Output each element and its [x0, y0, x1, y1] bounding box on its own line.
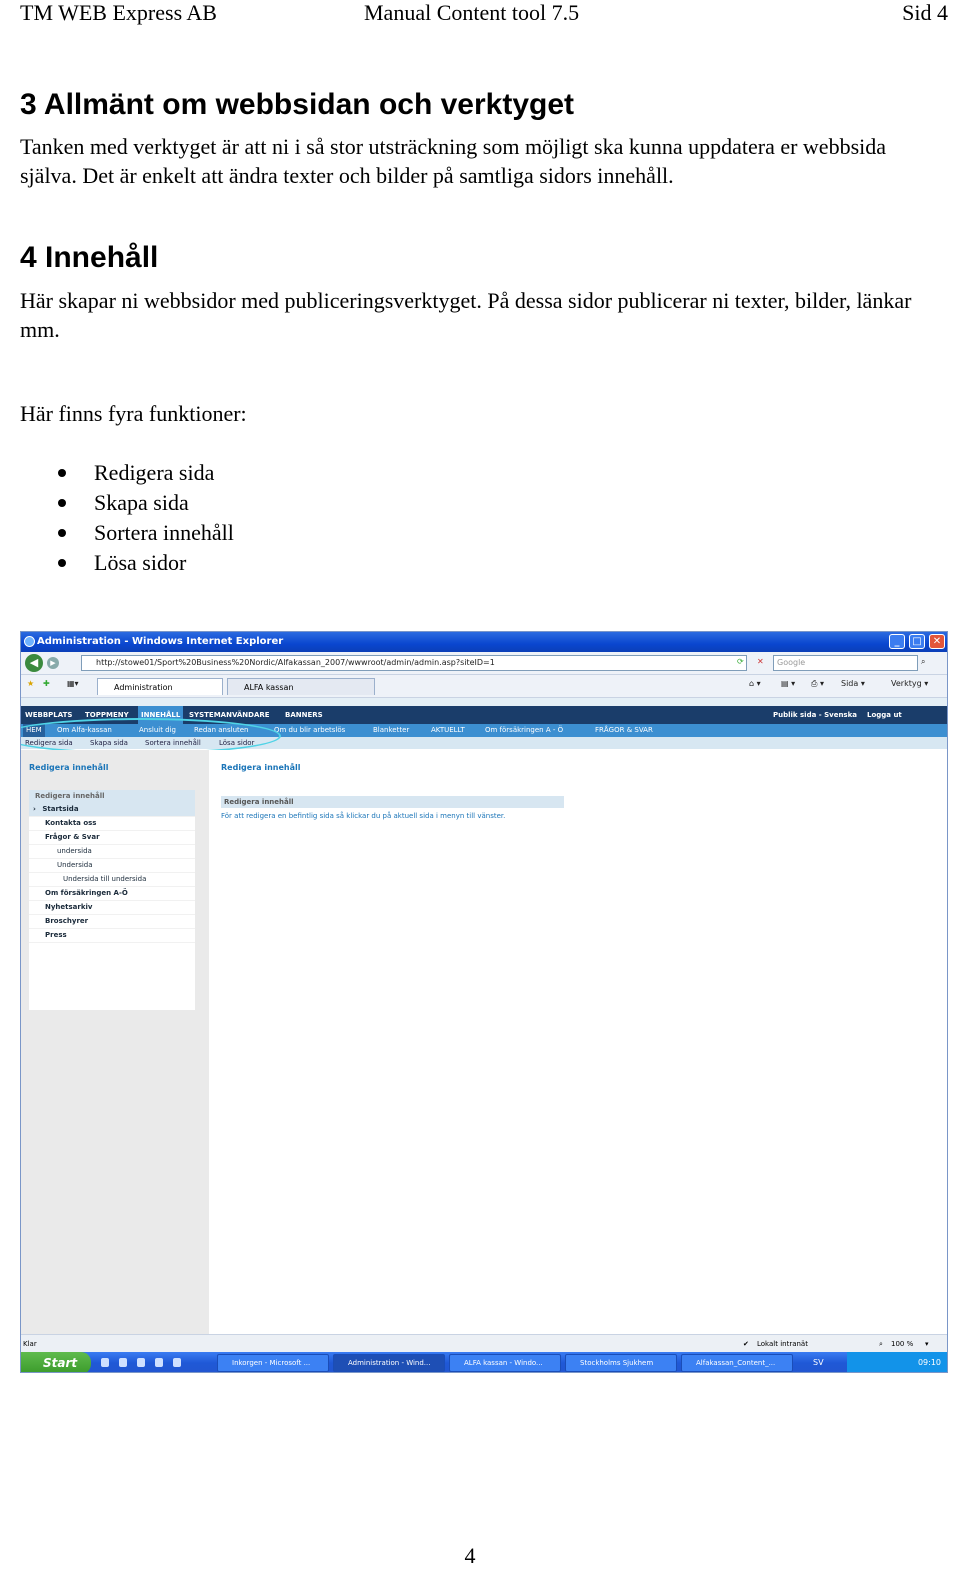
zoom-icon[interactable]: ⌕ [879, 1340, 883, 1348]
tree-item[interactable]: Press [29, 929, 195, 943]
function-redigera-sida[interactable]: Redigera sida [25, 739, 73, 747]
main-box-heading: Redigera innehåll [221, 796, 564, 808]
quicklaunch-icon[interactable] [155, 1358, 163, 1367]
system-tray [847, 1352, 947, 1373]
list-item: Sortera innehåll [58, 518, 234, 548]
tab-administration[interactable]: Administration [97, 678, 223, 695]
page-tree [29, 803, 195, 943]
minimize-button[interactable]: _ [889, 634, 905, 649]
search-input[interactable]: Google [773, 655, 918, 671]
ie-icon [24, 636, 35, 647]
tree-item[interactable]: Nyhetsarkiv [29, 901, 195, 915]
tree-item-startsida[interactable]: › Startsida [29, 803, 195, 817]
quicklaunch-icon[interactable] [173, 1358, 181, 1367]
home-icon[interactable]: ⌂ ▾ [749, 679, 761, 688]
language-indicator[interactable]: SV [813, 1358, 824, 1367]
functions-list [58, 458, 234, 578]
window-titlebar [21, 632, 947, 652]
refresh-icon[interactable]: ⟳ [737, 657, 744, 666]
add-favorite-icon[interactable]: ✚ [43, 679, 50, 688]
tree-item[interactable]: Undersida [29, 859, 195, 873]
submenu-item[interactable]: Om Alfa-kassan [57, 726, 112, 734]
tree-item[interactable]: Kontakta oss [29, 817, 195, 831]
header-page: Sid 4 [902, 0, 948, 25]
tab-alfa-kassan[interactable]: ALFA kassan [227, 678, 375, 695]
section-4-heading: 4 Innehåll [20, 241, 159, 274]
status-text: Klar [23, 1340, 37, 1348]
menu-innehall[interactable]: INNEHÅLL [138, 706, 183, 724]
list-item: Redigera sida [58, 458, 234, 488]
function-losa-sidor[interactable]: Lösa sidor [219, 739, 255, 747]
taskbar-item[interactable]: Alfakassan_Content_... [681, 1354, 793, 1372]
tree-item[interactable]: Broschyrer [29, 915, 195, 929]
page-number: 4 [464, 1543, 476, 1568]
print-icon[interactable]: ⎙ ▾ [811, 679, 824, 688]
menu-banners[interactable]: BANNERS [285, 711, 323, 719]
function-sortera-innehall[interactable]: Sortera innehåll [145, 739, 201, 747]
maximize-button[interactable]: □ [909, 634, 925, 649]
browser-screenshot [20, 631, 948, 1373]
start-button[interactable]: Start [21, 1352, 91, 1373]
list-item: Skapa sida [58, 488, 234, 518]
logout-link[interactable]: Logga ut [867, 711, 902, 719]
left-column [21, 750, 209, 1334]
feeds-icon[interactable]: ▤ ▾ [781, 679, 796, 688]
function-skapa-sida[interactable]: Skapa sida [90, 739, 128, 747]
tree-header: Redigera innehåll [29, 790, 195, 803]
taskbar-item[interactable]: Administration - Wind... [333, 1354, 445, 1372]
section-3-body: Tanken med verktyget är att ni i så stor utsträckning som möjligt ska kunna uppdatera er webbsida själva. Det är enkelt att ändra texter och bilder på samtliga sidors innehåll. [20, 134, 887, 188]
zoom-chevron-icon[interactable]: ▾ [925, 1340, 929, 1348]
taskbar [21, 1352, 947, 1373]
tree-item[interactable]: Frågor & Svar [29, 831, 195, 845]
favorites-star-icon[interactable]: ★ [27, 679, 35, 688]
spacer-bar [21, 698, 947, 706]
stop-icon[interactable]: ✕ [757, 657, 764, 666]
functions-intro: Här finns fyra funktioner: [20, 401, 247, 426]
submenu-item[interactable]: Om du blir arbetslös [274, 726, 346, 734]
list-item: Lösa sidor [58, 548, 234, 578]
quicklaunch-icon[interactable] [137, 1358, 145, 1367]
url-input[interactable]: http://stowe01/Sport%20Business%20Nordic/Alfakassan_2007/wwwroot/admin/admin.asp?siteID=1 [81, 655, 747, 671]
submenu-item[interactable]: AKTUELLT [431, 726, 465, 734]
main-instruction: För att redigera en befintlig sida så klickar du på aktuell sida i menyn till vänster. [221, 812, 506, 820]
address-bar [21, 652, 947, 675]
quicklaunch-icon[interactable] [119, 1358, 127, 1367]
submenu-item[interactable]: FRÅGOR & SVAR [595, 726, 653, 734]
search-icon[interactable]: ⌕ [921, 657, 926, 666]
zone-text: Lokalt intranät [757, 1340, 808, 1348]
submenu-item[interactable]: Ansluit dig [139, 726, 176, 734]
menu-webbplats[interactable]: WEBBPLATS [25, 711, 73, 719]
forward-icon[interactable]: ▶ [47, 657, 59, 669]
taskbar-item[interactable]: Stockholms Sjukhem [565, 1354, 677, 1372]
quicklaunch-icon[interactable] [101, 1358, 109, 1367]
tree-item[interactable]: Om försäkringen A-Ö [29, 887, 195, 901]
submenu-item[interactable]: Blanketter [373, 726, 410, 734]
section-4-body: Här skapar ni webbsidor med publiceringsverktyget. På dessa sidor publicerar ni texter, bilder, länkar mm. [20, 288, 912, 342]
submenu-item[interactable]: HEM [23, 724, 45, 737]
admin-content [21, 750, 947, 1334]
header-title: Manual Content tool 7.5 [364, 0, 580, 25]
left-title: Redigera innehåll [29, 763, 109, 772]
submenu-item[interactable]: Redan ansluten [194, 726, 249, 734]
tree-panel [29, 790, 195, 1010]
menu-systemanvandare[interactable]: SYSTEMANVÄNDARE [189, 711, 270, 719]
public-page-link[interactable]: Publik sida - Svenska [773, 711, 857, 719]
tools-menu[interactable]: Verktyg ▾ [891, 679, 929, 688]
taskbar-item[interactable]: Inkorgen - Microsoft ... [217, 1354, 329, 1372]
zoom-level[interactable]: 100 % [891, 1340, 914, 1348]
page-menu[interactable]: Sida ▾ [841, 679, 865, 688]
clock: 09:10 [917, 1358, 941, 1367]
submenu-item[interactable]: Om försäkringen A - Ö [485, 726, 564, 734]
back-icon[interactable]: ◀ [25, 654, 43, 672]
taskbar-item[interactable]: ALFA kassan - Windo... [449, 1354, 561, 1372]
tab-list-icon[interactable]: ▦▾ [67, 679, 79, 688]
status-bar [21, 1334, 947, 1353]
tab-bar [21, 675, 947, 698]
header-company: TM WEB Express AB [20, 0, 217, 25]
main-title: Redigera innehåll [221, 763, 301, 772]
page-header [20, 0, 948, 26]
close-button[interactable]: ✕ [929, 634, 945, 649]
menu-toppmeny[interactable]: TOPPMENY [85, 711, 129, 719]
tree-item[interactable]: undersida [29, 845, 195, 859]
tree-item[interactable]: Undersida till undersida [29, 873, 195, 887]
section-3-heading: 3 Allmänt om webbsidan och verktyget [20, 88, 575, 121]
window-title: Administration - Windows Internet Explorer [37, 636, 284, 647]
intranet-icon: ✔ [743, 1340, 749, 1348]
